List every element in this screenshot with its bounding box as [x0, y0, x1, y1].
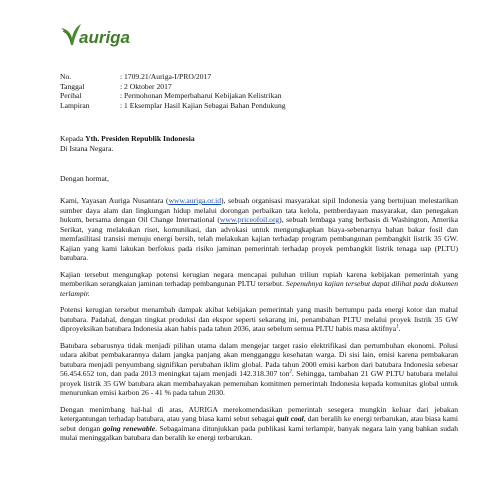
meta-value: : 2 Oktober 2017 [120, 81, 172, 91]
recipient-line [60, 134, 195, 144]
emphasis-quit-coal: quit coal [276, 414, 304, 423]
meta-value: : 1709.21/Auriga-I/PRO/2017 [120, 72, 212, 81]
meta-value: : 1 Eksemplar Hasil Kajian Sebagai Bahan Pendukung [120, 100, 286, 110]
recipient-location: Di Istana Negara. [60, 143, 114, 153]
text: , dan beralih ke energi terbarukan, atau biasa kami sebut dengan [60, 414, 458, 433]
paragraph-4 [60, 341, 458, 398]
text: . Sehingga, tambahan 21 GW PLTU batubara melalui proyek listrik 35 GW batubara akan membahayakan pemenuhan komitmen pemerintah Indonesia kepada komunitas global untuk menurunkan emisi karbon 26 - 41 % pada tahun 2030. [60, 369, 458, 397]
letter-body [60, 196, 458, 450]
meta-row [60, 101, 286, 111]
emphasis-going-renewable: going renewable [102, 423, 156, 433]
greeting: Dengan hormat, [60, 174, 109, 183]
paragraph-3 [60, 305, 458, 334]
meta-key: Tanggal [60, 81, 85, 91]
paragraph-5 [60, 405, 458, 443]
footnote-ref: 2 [289, 369, 292, 375]
auriga-logo [60, 22, 130, 46]
meta-key: Lampiran [60, 100, 90, 110]
paragraph-1 [60, 196, 458, 263]
text: Kajian tersebut mengungkap potensi kerugian negara mencapai puluhan triliun rupiah karena kebijakan pemerintah yang memberikan serangkaian jaminan terhadap pembangunan PLTU tersebut. [60, 269, 458, 288]
text: . [398, 324, 401, 333]
text: Batubara sebarusnya tidak menjadi pilihan utama dalam mengejar target rasio elektrifikasi dan pertumbuhan ekonomi. Polusi udara akibat pembakarannya dalam jangka panjang akan mengganggu kesehatan warga. Di sisi lain, emisi karena pembakaran batubara menjadi penyumbang signifikan perubahan iklim global. Pada tahun 2000 emisi karbon dari batubara Indonesia sebesar 56.454.652 ton, dan pada 2013 meningkat tajam menjadi 142.318.307 ton [60, 340, 458, 378]
meta-key: No. [60, 72, 72, 81]
meta-row [60, 72, 286, 82]
meta-row [60, 91, 286, 101]
meta-key: Perihal [60, 91, 82, 101]
logo-text: auriga [79, 28, 131, 47]
recipient-prefix: Kepada [60, 134, 86, 143]
text: ), sebuah lembaga yang berbasis di Washington, Amerika Serikat, yang melakukan riset, komunikasi, dan advokasi untuk mengungkapkan biaya-sebenarnya bahan bakar fosil dan memfasilitasi transisi menuju energi bersih, telah melakukan kajian terhadap program pembangunan pembangkit listrik 35 GW. Kajian yang kami lakukan berfokus pada risiko jaminan pemerintah terhadap proyek pembangkit listrik tenaga uap (PLTU) batubara. [60, 215, 458, 262]
footnote-ref: 1 [396, 324, 399, 330]
paragraph-2 [60, 270, 458, 299]
priceofoil-link[interactable]: www.priceofoil.org [219, 215, 280, 224]
recipient-name: Yth. Presiden Republik Indonesia [85, 134, 195, 143]
italic-note: Sepenuhnya kajian tersebut dapat dilihat pada dokumen terlampir. [60, 279, 458, 298]
text: Kami, Yayasan Auriga Nusantara ( [60, 196, 169, 205]
text: . Sebagaimana ditunjukkan pada publikasi kami terlampir, banyak negara lain yang bahkan sudah mulai meninggalkan batubara dan beralih ke energi terbarukan. [60, 423, 458, 442]
letter-meta [60, 72, 286, 110]
text: Dengan menimbang hal-hal di atas, AURIGA merekomendasikan pemerintah sesegera mungkin keluar dari jebakan ketergantungan terhadap batubara, atau yang biasa kami sebut sebagai [60, 404, 458, 423]
meta-row [60, 82, 286, 92]
meta-value: : Permohonan Memperbaharui Kebijakan Kelistrikan [120, 91, 282, 101]
auriga-link[interactable]: www.auriga.or.id [168, 196, 222, 205]
recipient-block [60, 134, 195, 153]
text: Potensi kerugian tersebut menambah dampak akibat kebijakan pemerintah yang masih bertumpu pada energi kotor dan mahal batubara. Padahal, dengan tingkat produksi dan ekspor seperti sekarang ini, penambahan PLTU melalui proyek listrik 35 GW diproyeksikan batubara Indonesia akan habis pada tahun 2036, atau sebelum semua PLTU habis masa aktifnya [60, 305, 458, 333]
text: ), sebuah organisasi masyarakat sipil Indonesia yang bertujuan melestarikan sumber daya alam dan lingkungan hidup melalui dorongan perbaikan tata kelola, pemberdayaan masyarakat, dan penegakan hukum, bersama dengan Oil Change International ( [60, 196, 458, 224]
